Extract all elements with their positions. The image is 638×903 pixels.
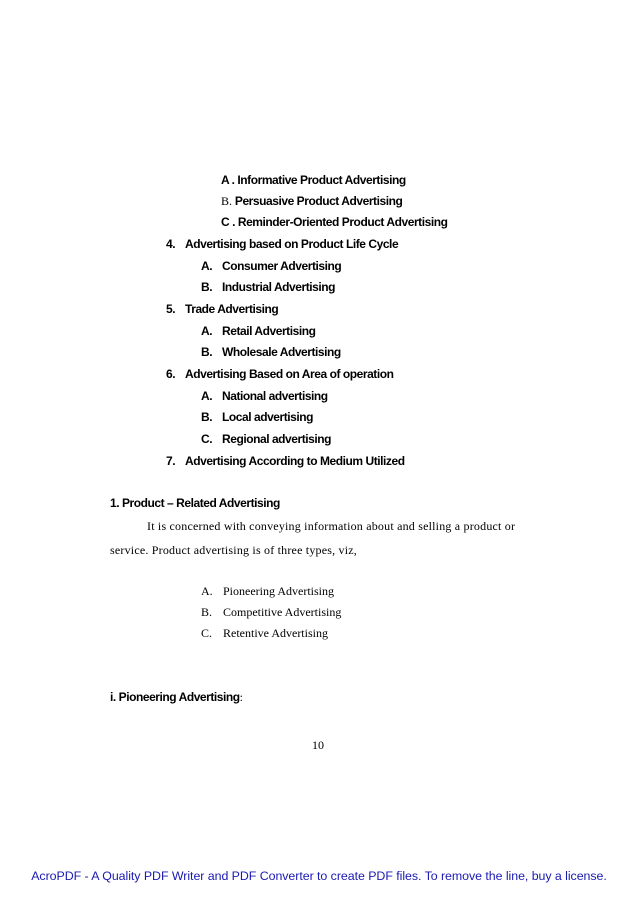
subitem-label: Consumer Advertising	[222, 259, 342, 273]
paragraph-line	[110, 544, 357, 556]
section-number: 6.	[166, 367, 176, 381]
section-label: Trade Advertising	[185, 302, 279, 316]
outline-subitem	[201, 411, 313, 423]
section-number: 5.	[166, 302, 176, 316]
section-label: Advertising based on Product Life Cycle	[185, 237, 399, 251]
subitem-label: Local advertising	[222, 410, 314, 424]
paragraph-line	[147, 520, 515, 532]
subitem-marker: B.	[201, 345, 213, 359]
page-number	[312, 739, 324, 751]
heading-text: i. Pioneering Advertising	[110, 690, 240, 704]
outline-item-label: C . Reminder-Oriented Product Advertising	[221, 215, 448, 229]
section-label: Advertising According to Medium Utilized	[185, 454, 405, 468]
outline-subitem	[201, 433, 331, 445]
subitem-label: Wholesale Advertising	[222, 345, 341, 359]
outline-item-reminder	[221, 216, 447, 228]
subitem-marker: A.	[201, 259, 213, 273]
outline-subitem	[201, 325, 315, 337]
list-label: Pioneering Advertising	[223, 584, 334, 598]
section-label: Advertising Based on Area of operation	[185, 367, 394, 381]
subitem-label: Retail Advertising	[222, 324, 316, 338]
section-heading-pioneering	[110, 691, 243, 703]
subitem-label: National advertising	[222, 389, 328, 403]
outline-subitem	[201, 281, 335, 293]
subitem-label: Industrial Advertising	[222, 280, 336, 294]
subitem-label: Regional advertising	[222, 432, 332, 446]
paragraph-text: service. Product advertising is of three types, viz,	[110, 543, 358, 557]
outline-section-7	[166, 455, 405, 467]
outline-section-5	[166, 303, 278, 315]
subitem-marker: B.	[201, 410, 213, 424]
outline-subitem	[201, 390, 328, 402]
subitem-marker: C.	[201, 432, 213, 446]
section-heading-product-related	[110, 497, 280, 509]
subitem-marker: A.	[201, 324, 213, 338]
list-marker: A.	[201, 584, 213, 598]
section-number: 4.	[166, 237, 176, 251]
section-number: 7.	[166, 454, 176, 468]
outline-section-4	[166, 238, 398, 250]
type-list-item	[201, 585, 334, 597]
list-marker: B.	[201, 605, 213, 619]
paragraph-text: It is concerned with conveying information about and selling a product or	[147, 519, 516, 533]
subitem-marker: B.	[201, 280, 213, 294]
footer-banner: AcroPDF - A Quality PDF Writer and PDF Converter to create PDF files. To remove the line, buy a license.	[31, 869, 607, 883]
outline-section-6	[166, 368, 394, 380]
outline-item-label: Persuasive Product Advertising	[234, 194, 403, 208]
outline-item-informative	[221, 174, 406, 186]
list-label: Competitive Advertising	[223, 605, 342, 619]
heading-colon: :	[239, 690, 244, 704]
list-marker: C.	[201, 626, 213, 640]
list-label: Retentive Advertising	[223, 626, 328, 640]
page-number-text: 10	[312, 738, 324, 752]
subitem-marker: A.	[201, 389, 213, 403]
outline-subitem	[201, 260, 341, 272]
type-list-item	[201, 627, 328, 639]
heading-text: 1. Product – Related Advertising	[110, 496, 280, 510]
outline-item-label: A . Informative Product Advertising	[221, 173, 406, 187]
outline-item-persuasive	[221, 195, 402, 207]
outline-item-marker: B.	[221, 194, 233, 208]
outline-subitem	[201, 346, 341, 358]
type-list-item	[201, 606, 341, 618]
